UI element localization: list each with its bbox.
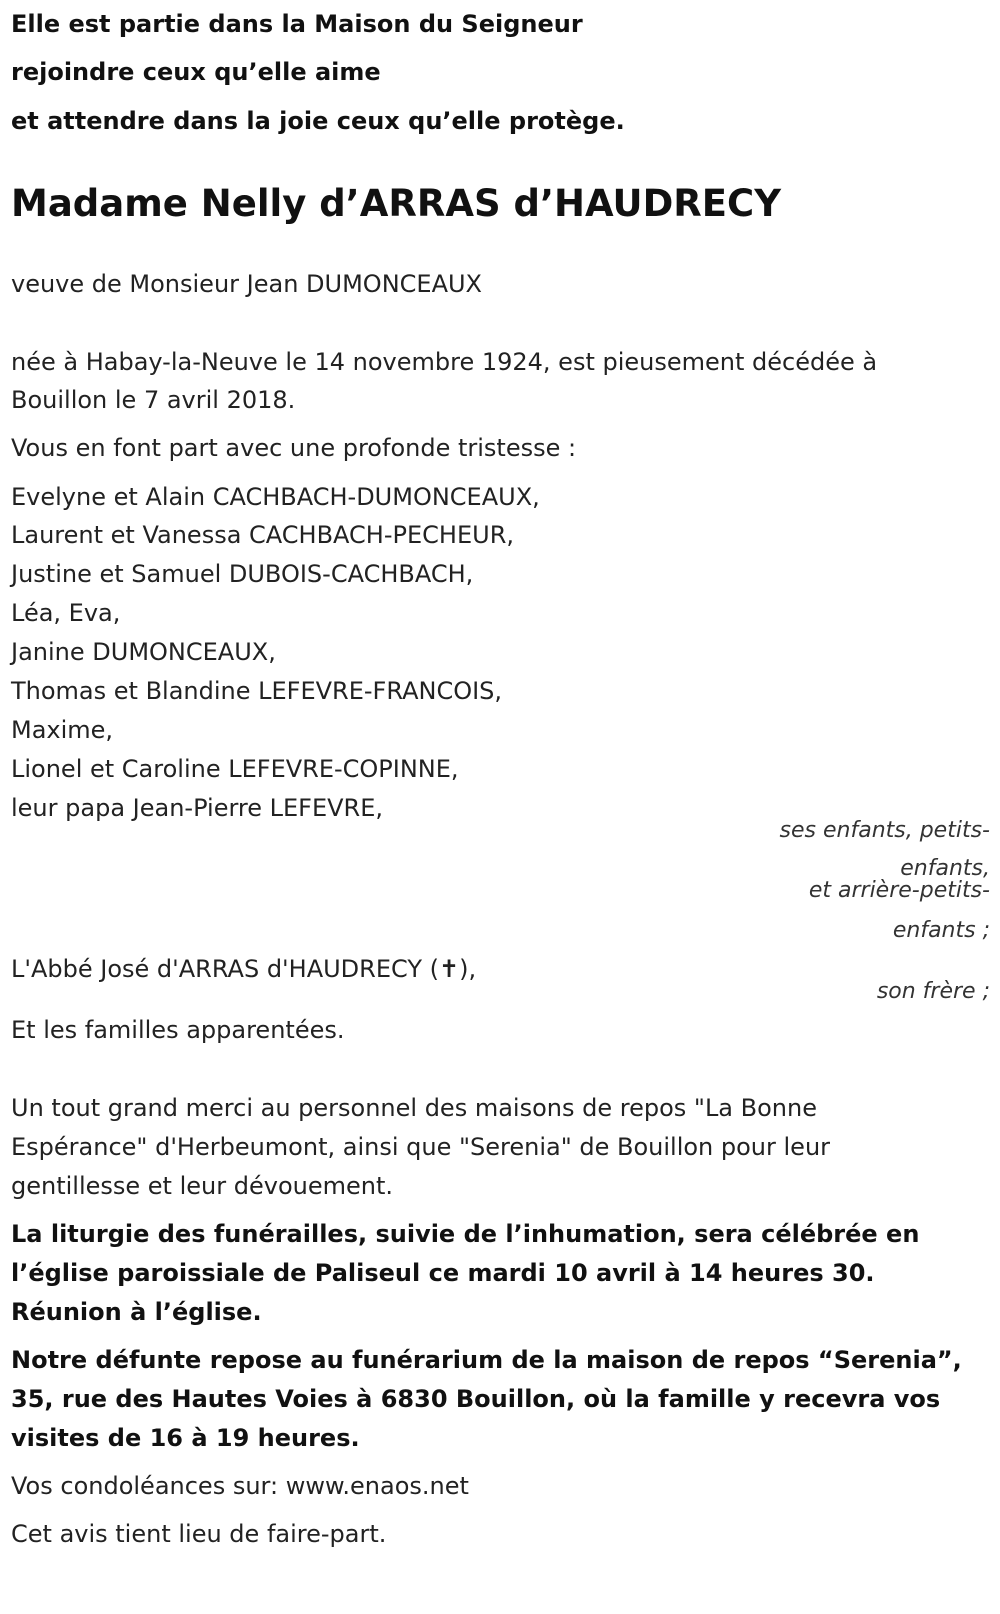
notice: Cet avis tient lieu de faire-part. <box>11 1520 387 1548</box>
family-member: Justine et Samuel DUBOIS-CACHBACH, <box>11 560 474 588</box>
family-member: Maxime, <box>11 716 114 744</box>
cross-icon: ✝ <box>439 955 460 983</box>
brother-name: L'Abbé José d'ARRAS d'HAUDRECY ( <box>11 955 439 983</box>
verse-line-2: rejoindre ceux qu’elle aime <box>11 58 381 86</box>
announcement: Vous en font part avec une profonde tristesse : <box>11 434 577 462</box>
relation-brother: son frère ; <box>876 979 990 1004</box>
visitation-line-1: Notre défunte repose au funérarium de la maison de repos “Serenia”, <box>11 1346 962 1374</box>
visitation-line-2: 35, rue des Hautes Voies à 6830 Bouillon, où la famille y recevra vos <box>11 1385 941 1413</box>
family-member: Thomas et Blandine LEFEVRE-FRANCOIS, <box>11 677 503 705</box>
relation-children-line-3: et arrière-petits- <box>808 878 990 903</box>
family-member: Janine DUMONCEAUX, <box>11 638 276 666</box>
family-member: Laurent et Vanessa CACHBACH-PECHEUR, <box>11 521 514 549</box>
birth-death-line-1: née à Habay-la-Neuve le 14 novembre 1924, est pieusement décédée à <box>11 348 878 376</box>
family-member: Léa, Eva, <box>11 599 121 627</box>
brother-suffix: ), <box>459 955 477 983</box>
widow-of: veuve de Monsieur Jean DUMONCEAUX <box>11 270 482 298</box>
funeral-line-3: Réunion à l’église. <box>11 1298 262 1326</box>
verse-line-1: Elle est partie dans la Maison du Seigneur <box>11 10 583 38</box>
condolences: Vos condoléances sur: www.enaos.net <box>11 1472 469 1500</box>
thanks-line-3: gentillesse et leur dévouement. <box>11 1172 393 1200</box>
thanks-line-1: Un tout grand merci au personnel des maisons de repos "La Bonne <box>11 1094 817 1122</box>
relation-children-line-2: enfants, <box>900 856 990 881</box>
family-member: Lionel et Caroline LEFEVRE-COPINNE, <box>11 755 459 783</box>
verse-line-3: et attendre dans la joie ceux qu’elle protège. <box>11 107 625 135</box>
funeral-line-2: l’église paroissiale de Paliseul ce mardi 10 avril à 14 heures 30. <box>11 1259 875 1287</box>
family-member: Evelyne et Alain CACHBACH-DUMONCEAUX, <box>11 483 540 511</box>
birth-death-line-2: Bouillon le 7 avril 2018. <box>11 386 296 414</box>
visitation-line-3: visites de 16 à 19 heures. <box>11 1424 360 1452</box>
deceased-name: Madame Nelly d’ARRAS d’HAUDRECY <box>11 182 781 225</box>
family-member: leur papa Jean-Pierre LEFEVRE, <box>11 794 384 822</box>
thanks-line-2: Espérance" d'Herbeumont, ainsi que "Serenia" de Bouillon pour leur <box>11 1133 831 1161</box>
related-families: Et les familles apparentées. <box>11 1016 345 1044</box>
relation-children-line-4: enfants ; <box>892 918 990 943</box>
relation-children-line-1: ses enfants, petits- <box>779 818 990 843</box>
brother-line <box>11 955 476 983</box>
funeral-line-1: La liturgie des funérailles, suivie de l’inhumation, sera célébrée en <box>11 1220 920 1248</box>
